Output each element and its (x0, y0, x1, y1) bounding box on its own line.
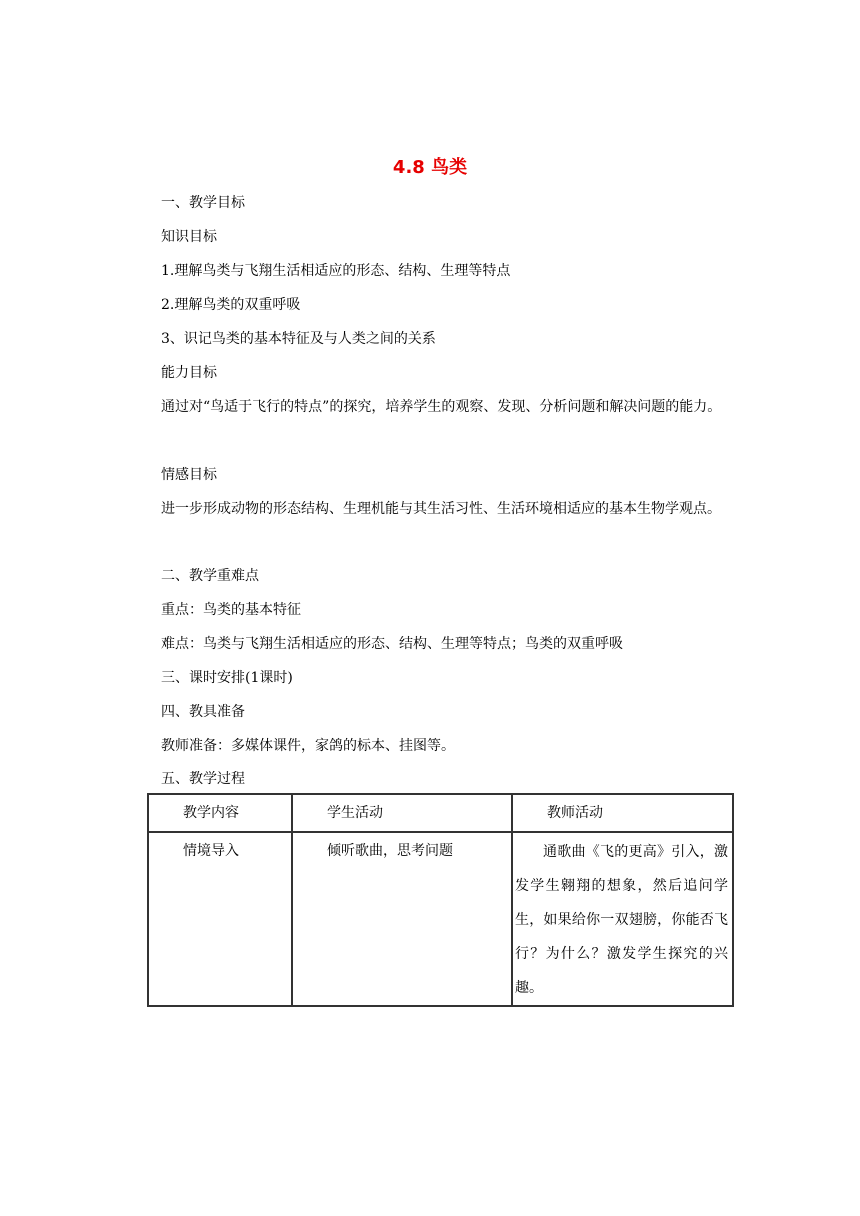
table-header-cell (292, 794, 512, 832)
table-row (148, 832, 733, 1006)
difficult-point: 难点：鸟类与飞翔生活相适应的形态、结构、生理等特点；鸟类的双重呼吸 (161, 636, 623, 652)
knowledge-goals-heading: 知识目标 (161, 229, 217, 245)
section-3-heading: 三、课时安排(1课时) (161, 670, 293, 686)
emotion-goals-heading: 情感目标 (161, 467, 217, 483)
header-content: 教学内容 (183, 805, 239, 821)
section-4-heading: 四、教具准备 (161, 704, 245, 720)
row-teacher: 通歌曲《飞的更高》引入，激发学生翱翔的想象，然后追问学生，如果给你一双翅膀，你能否飞行？为什么？激发学生探究的兴趣。 (515, 844, 728, 996)
table-header-row (148, 794, 733, 832)
teacher-preparation: 教师准备：多媒体课件，家鸽的标本、挂图等。 (161, 738, 455, 754)
knowledge-item-1: 1.理解鸟类与飞翔生活相适应的形态、结构、生理等特点 (161, 263, 511, 279)
header-teacher: 教师活动 (547, 805, 603, 821)
table-cell (148, 832, 292, 1006)
table-header-cell (148, 794, 292, 832)
section-1-heading: 一、教学目标 (161, 195, 245, 211)
table-cell (292, 832, 512, 1006)
emotion-goals-text: 进一步形成动物的形态结构、生理机能与其生活习性、生活环境相适应的基本生物学观点。 (161, 501, 721, 517)
header-student: 学生活动 (327, 805, 383, 821)
teaching-process-table (147, 793, 734, 1007)
ability-goals-heading: 能力目标 (161, 365, 217, 381)
table-cell (512, 832, 733, 1006)
section-2-heading: 二、教学重难点 (161, 568, 259, 584)
section-5-heading: 五、教学过程 (161, 771, 245, 787)
ability-goals-text: 通过对“鸟适于飞行的特点”的探究，培养学生的观察、发现、分析问题和解决问题的能力。 (161, 399, 722, 415)
document-title: 4.8 鸟类 (392, 157, 468, 178)
table-header-cell (512, 794, 733, 832)
knowledge-item-2: 2.理解鸟类的双重呼吸 (161, 297, 301, 313)
row-content: 情境导入 (183, 843, 239, 859)
knowledge-item-3: 3、识记鸟类的基本特征及与人类之间的关系 (161, 331, 436, 347)
row-student: 倾听歌曲，思考问题 (327, 843, 453, 859)
key-point: 重点：鸟类的基本特征 (161, 602, 301, 618)
